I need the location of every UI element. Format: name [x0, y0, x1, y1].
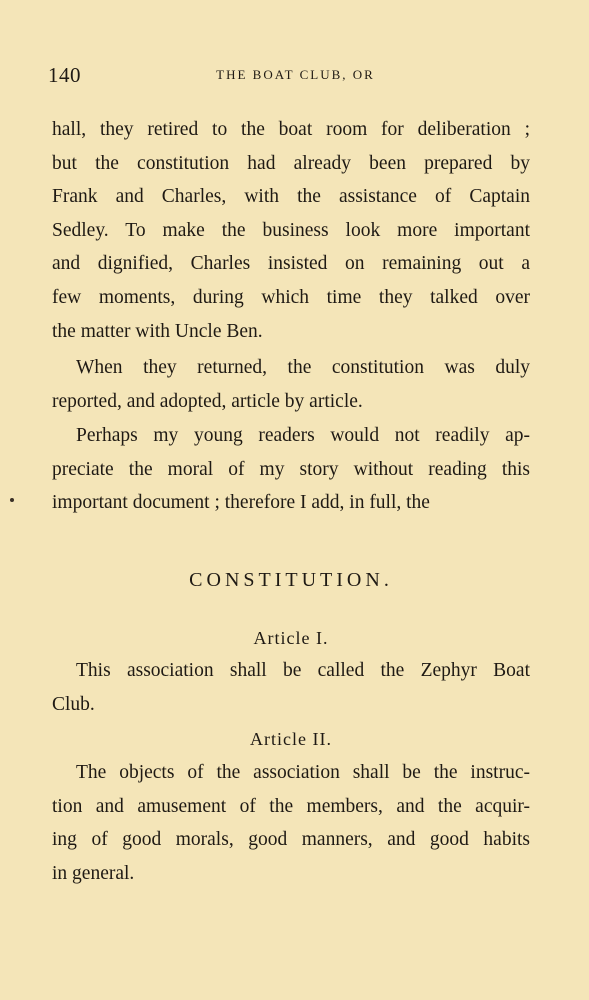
- text-line: preciate the moral of my story without reading this: [52, 458, 530, 480]
- text-line: reported, and adopted, article by article.: [52, 390, 363, 412]
- text-line: tion and amusement of the members, and the acquir-: [52, 795, 530, 817]
- text-line: and dignified, Charles insisted on remaining out a: [52, 253, 530, 275]
- paragraph-2: [52, 351, 530, 418]
- text-line: the matter with Uncle Ben.: [52, 320, 263, 342]
- text-line: in general.: [52, 862, 135, 884]
- running-header: [48, 60, 543, 90]
- text-line: few moments, during which time they talked over: [52, 286, 530, 308]
- text-line: When they returned, the constitution was duly: [76, 357, 530, 378]
- article-1-heading: Article I.: [253, 628, 329, 648]
- text-line: Sedley. To make the business look more important: [52, 219, 530, 241]
- text-line: hall, they retired to the boat room for deliberation ;: [52, 119, 530, 140]
- text-line: but the constitution had already been prepared by: [52, 152, 530, 174]
- paragraph-3: [52, 419, 530, 520]
- constitution-heading: CONSTITUTION.: [189, 569, 393, 591]
- text-line: The objects of the association shall be the instruc-: [76, 762, 530, 783]
- paragraph-1: [52, 113, 530, 348]
- text-line: Frank and Charles, with the assistance of Captain: [52, 186, 530, 208]
- text-line: important document ; therefore I add, in full, the: [52, 492, 430, 514]
- article-1-body: [52, 654, 530, 721]
- page-number: 140: [48, 63, 81, 87]
- text-line: Perhaps my young readers would not readily ap-: [76, 425, 530, 446]
- text-line: Club.: [52, 693, 95, 715]
- text-line: This association shall be called the Zephyr Boat: [76, 660, 530, 681]
- text-line: ing of good morals, good manners, and good habits: [52, 829, 530, 851]
- article-2-body: [52, 756, 530, 890]
- margin-ink-mark: [10, 498, 14, 502]
- article-2-heading: Article II.: [250, 729, 332, 749]
- running-title: THE BOAT CLUB, OR: [216, 67, 375, 82]
